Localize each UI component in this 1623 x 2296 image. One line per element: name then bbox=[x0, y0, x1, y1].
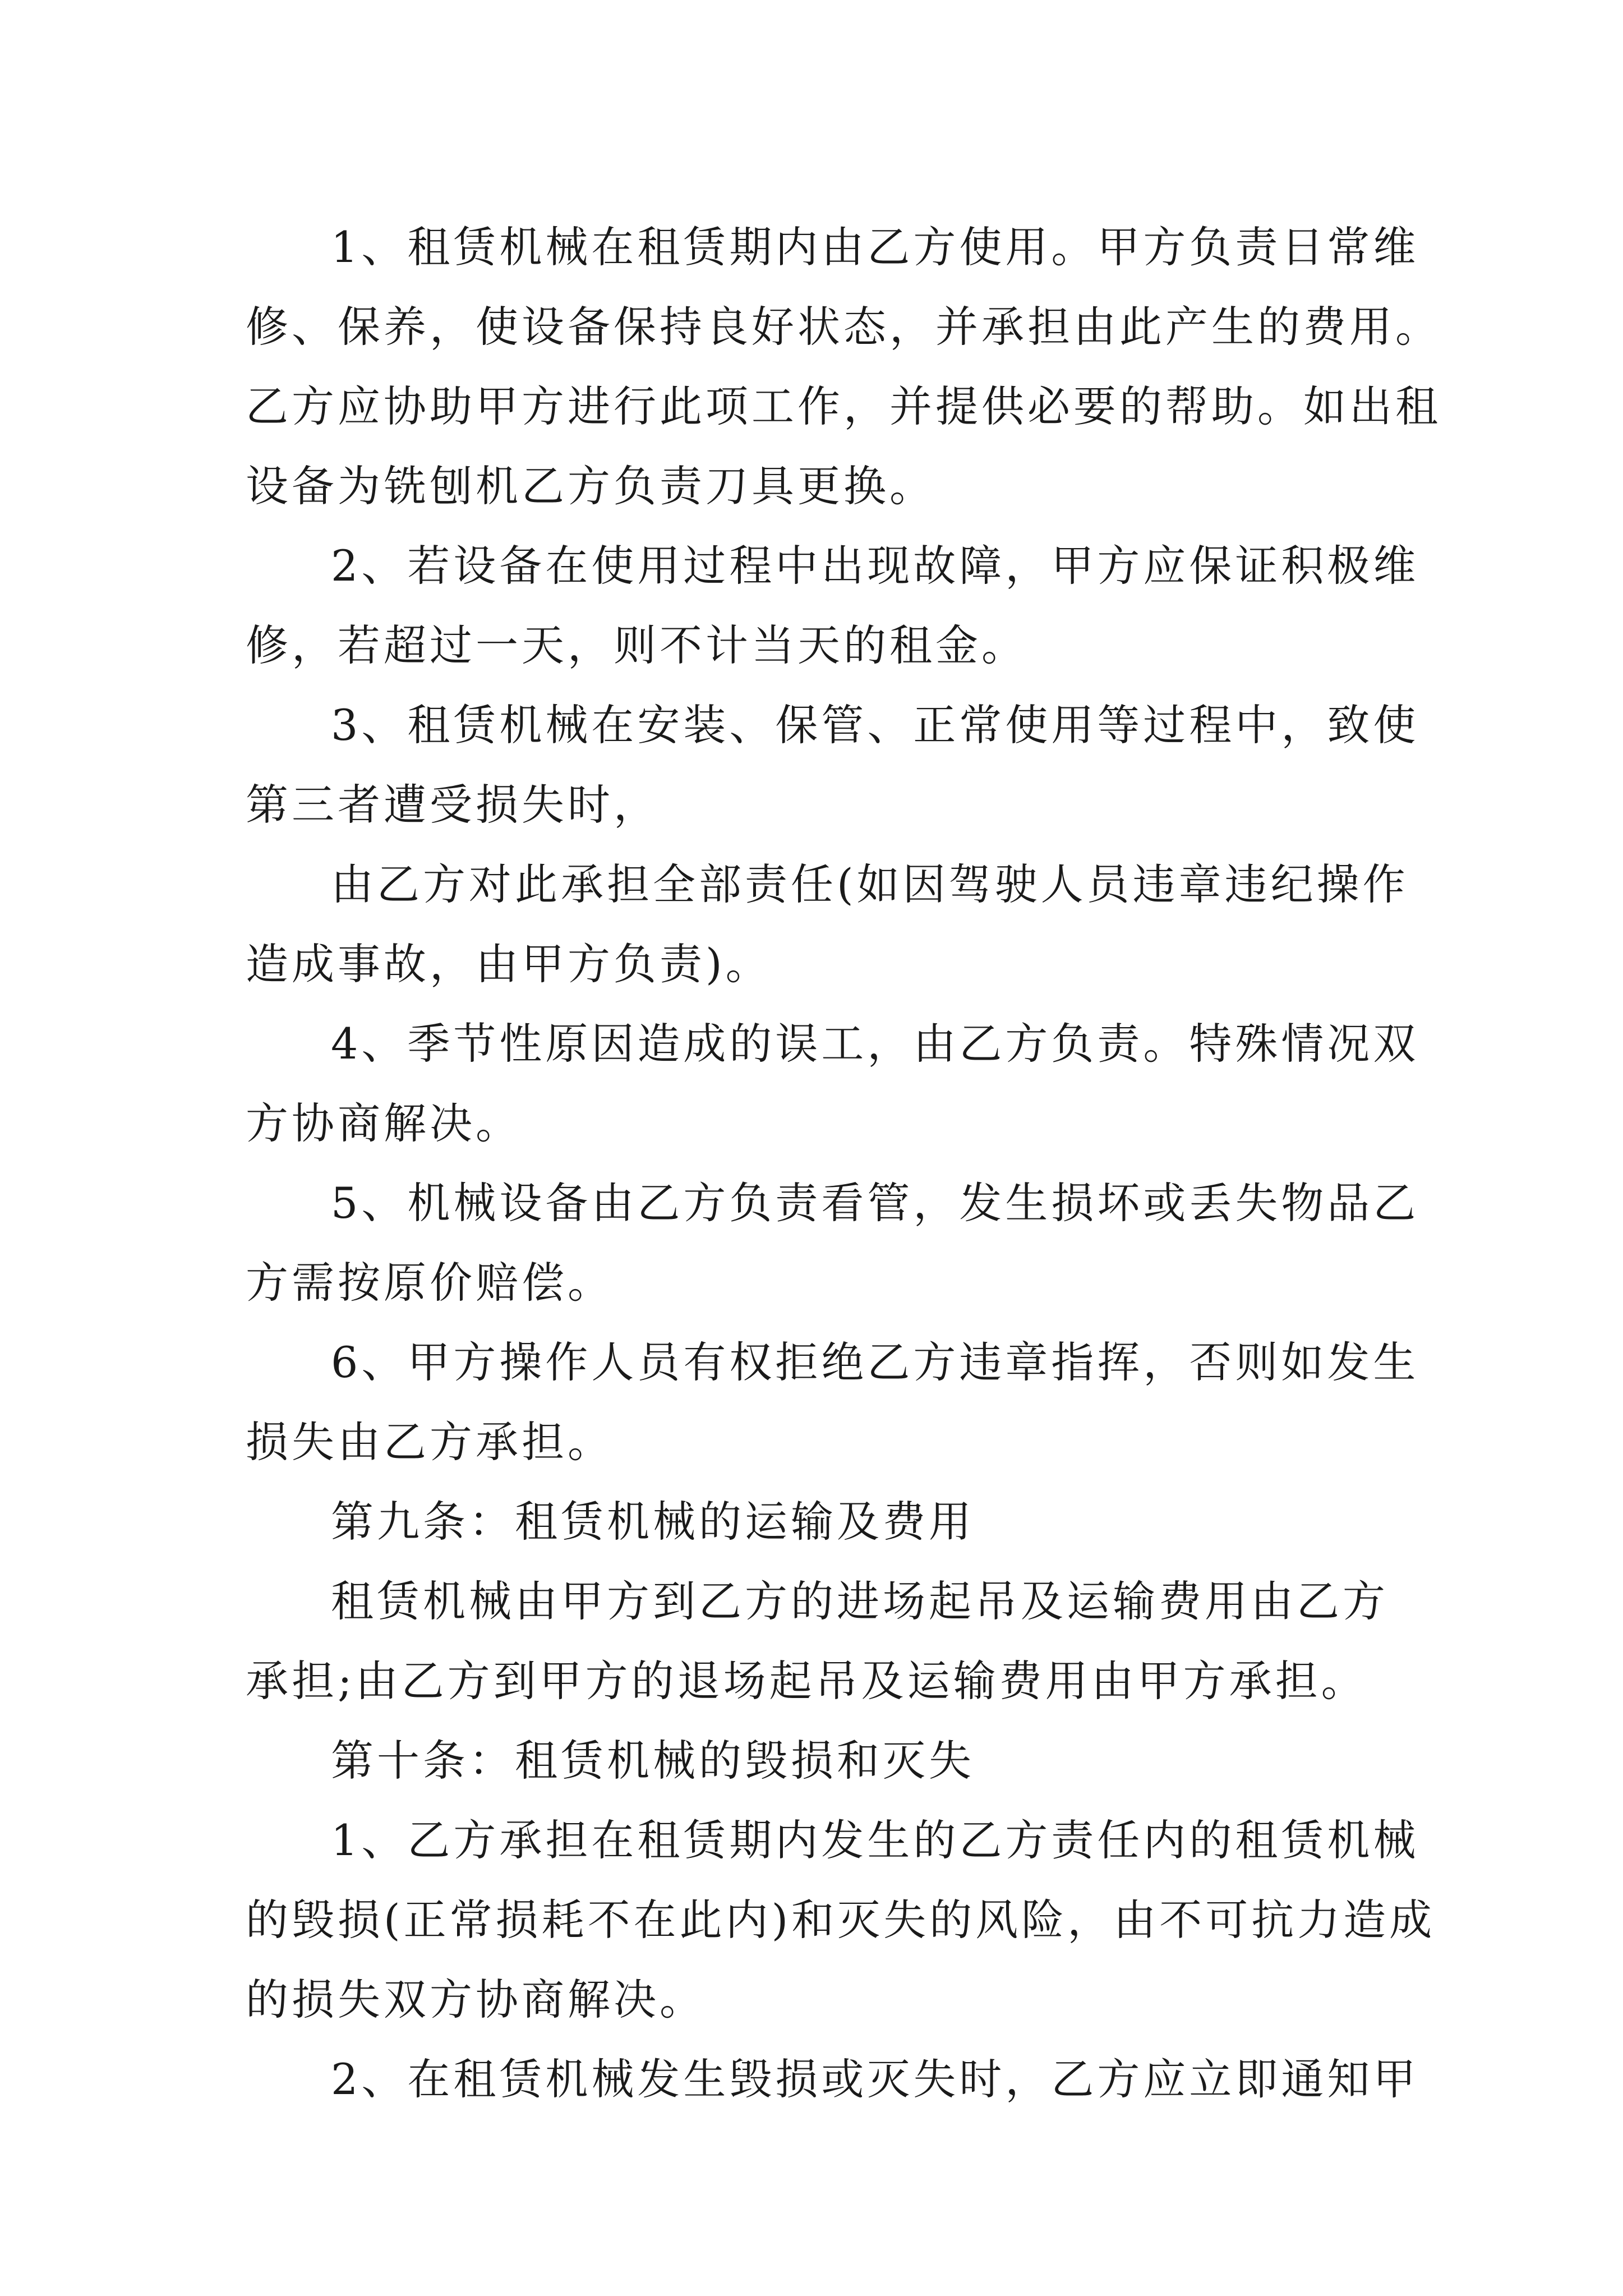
paragraph-line: 1、乙方承担在租赁期内发生的乙方责任内的租赁机械 bbox=[331, 1815, 1419, 1865]
paragraph bbox=[246, 1482, 1384, 1562]
paragraph-line: 2、在租赁机械发生毁损或灭失时，乙方应立即通知甲 bbox=[331, 2054, 1419, 2104]
paragraph-line: 第三者遭受损失时， bbox=[246, 780, 660, 830]
paragraph-line: 租赁机械由甲方到乙方的进场起吊及运输费用由乙方 bbox=[331, 1576, 1389, 1626]
paragraph-line: 2、若设备在使用过程中出现故障，甲方应保证积极维 bbox=[331, 541, 1419, 591]
paragraph-line: 损失由乙方承担。 bbox=[246, 1417, 614, 1467]
paragraph bbox=[246, 845, 1409, 1004]
paragraph-line: 第九条：租赁机械的运输及费用 bbox=[331, 1497, 975, 1547]
paragraph-line: 承担;由乙方到甲方的退场起吊及运输费用由甲方承担。 bbox=[246, 1656, 1367, 1706]
paragraph bbox=[246, 1004, 1419, 1163]
paragraph-line: 方协商解决。 bbox=[246, 1098, 522, 1148]
paragraph bbox=[246, 1721, 1384, 1801]
paragraph-line: 修、保养，使设备保持良好状态，并承担由此产生的费用。 bbox=[246, 302, 1441, 352]
paragraph bbox=[246, 1323, 1419, 1482]
paragraph-line: 由乙方对此承担全部责任(如因驾驶人员违章违纪操作 bbox=[331, 859, 1409, 909]
paragraph-line: 第十条：租赁机械的毁损和灭失 bbox=[331, 1736, 975, 1786]
paragraph bbox=[246, 1801, 1436, 2040]
paragraph-line: 6、甲方操作人员有权拒绝乙方违章指挥，否则如发生 bbox=[331, 1337, 1419, 1387]
paragraph-line: 设备为铣刨机乙方负责刀具更换。 bbox=[246, 461, 935, 511]
paragraph bbox=[246, 208, 1441, 526]
paragraph bbox=[246, 685, 1419, 845]
paragraph-line: 造成事故，由甲方负责)。 bbox=[246, 939, 772, 989]
paragraph-line: 的毁损(正常损耗不在此内)和灭失的风险，由不可抗力造成 bbox=[246, 1895, 1436, 1945]
paragraph bbox=[246, 1163, 1419, 1323]
paragraph bbox=[246, 2040, 1419, 2119]
paragraph-line: 1、租赁机械在租赁期内由乙方使用。甲方负责日常维 bbox=[331, 222, 1419, 272]
paragraph-line: 的损失双方协商解决。 bbox=[246, 1975, 706, 2024]
paragraph-line: 3、租赁机械在安装、保管、正常使用等过程中，致使 bbox=[331, 700, 1419, 750]
paragraph-line: 5、机械设备由乙方负责看管，发生损坏或丢失物品乙 bbox=[331, 1178, 1419, 1228]
paragraph-line: 方需按原价赔偿。 bbox=[246, 1258, 614, 1308]
paragraph bbox=[246, 526, 1419, 685]
document-body bbox=[246, 208, 1441, 2119]
paragraph-line: 修，若超过一天，则不计当天的租金。 bbox=[246, 620, 1027, 670]
paragraph-line: 4、季节性原因造成的误工，由乙方负责。特殊情况双 bbox=[331, 1019, 1419, 1069]
paragraph-line: 乙方应协助甲方进行此项工作，并提供必要的帮助。如出租 bbox=[246, 381, 1441, 431]
paragraph bbox=[246, 1562, 1389, 1721]
